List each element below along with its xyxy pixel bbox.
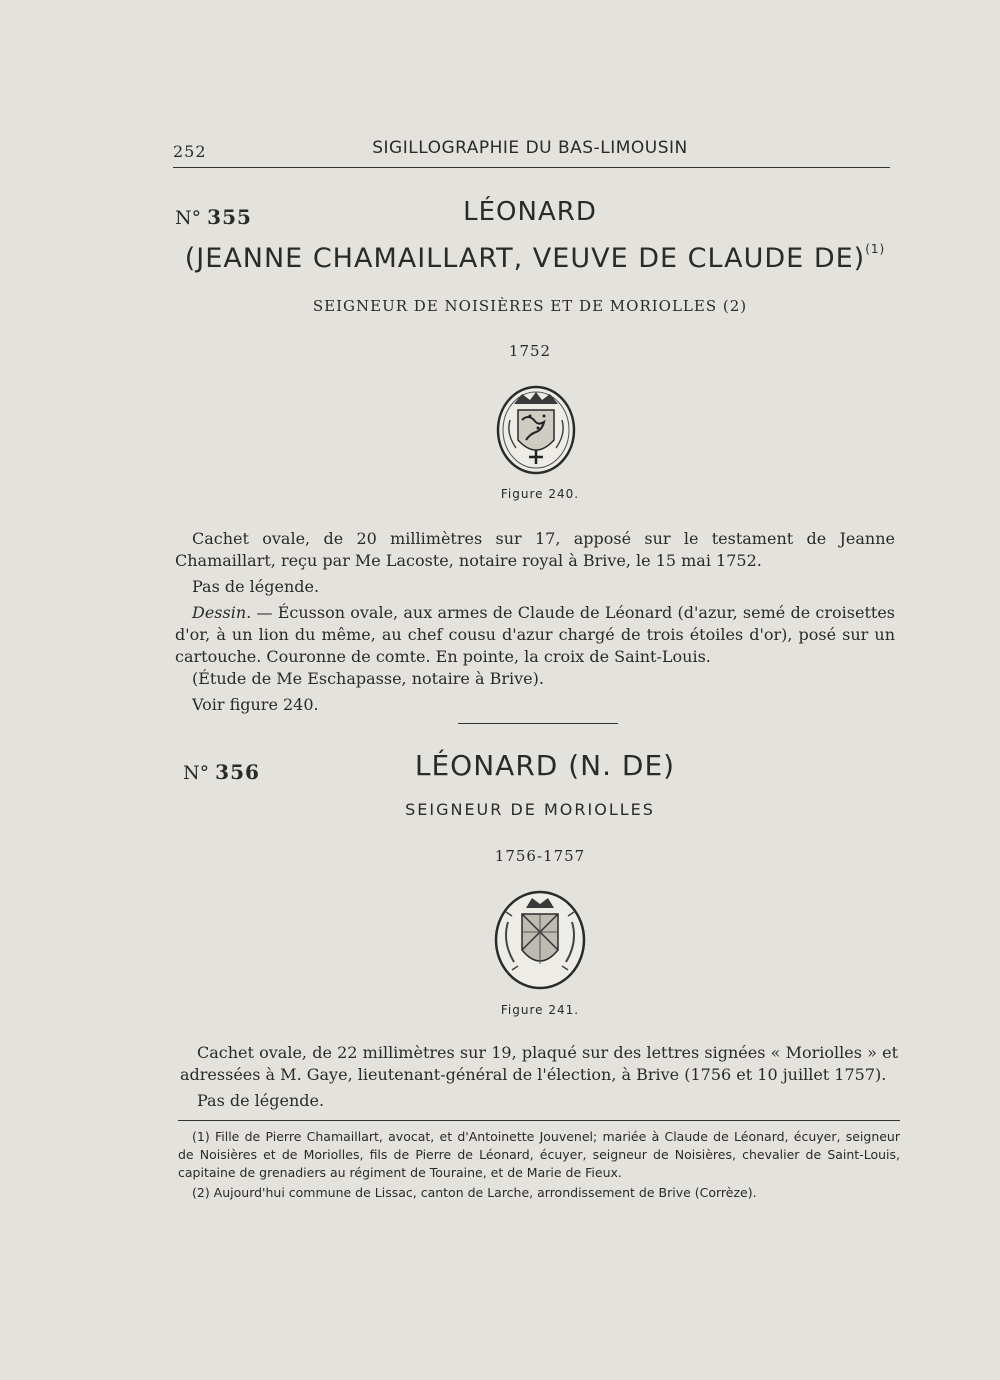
entry-date-355: 1752 bbox=[508, 342, 552, 360]
figure-caption-240: Figure 240. bbox=[500, 487, 580, 501]
body-paragraph-dessin: Dessin. — Écusson ovale, aux armes de Claude de Léonard (d'azur, semé de croisettes d'or, à un lion du même, au chef cousu d'azur chargé de trois étoiles d'or), posé sur un cartouche. Couronne de comte. En pointe, la croix de Saint-Louis. bbox=[175, 603, 896, 666]
body-paragraph: Pas de légende. bbox=[192, 577, 320, 596]
figure-caption-241: Figure 241. bbox=[500, 1003, 580, 1017]
section-separator bbox=[458, 723, 618, 724]
seal-image-241 bbox=[492, 888, 588, 992]
entry-title-356: LÉONARD (N. DE) bbox=[414, 749, 676, 782]
entry-title-355: LÉONARD bbox=[463, 197, 597, 227]
entry-date-356: 1756-1757 bbox=[494, 847, 586, 865]
entry-qualifier-356: SEIGNEUR DE MORIOLLES bbox=[405, 800, 655, 819]
entry-body-356 bbox=[180, 1042, 898, 1112]
entry-number-355: N° 355 bbox=[175, 205, 252, 229]
entry-subtitle-355: (JEANNE CHAMAILLART, VEUVE DE CLAUDE DE)$^{(1)}$ bbox=[184, 242, 886, 274]
header-rule bbox=[173, 167, 890, 168]
body-paragraph: (Étude de Me Eschapasse, notaire à Brive). bbox=[192, 669, 544, 688]
footnote-1: (1) Fille de Pierre Chamaillart, avocat, et d'Antoinette Jouvenel; mariée à Claude de Léonard, écuyer, seigneur de Noisières et de Moriolles, fils de Pierre de Léonard, écuyer, seigneur de Noisières, chevalier de Saint-Louis, capitaine de grenadiers au régiment de Touraine, et de Marie de Fieux. bbox=[178, 1129, 900, 1180]
body-paragraph: Pas de légende. bbox=[197, 1091, 325, 1110]
footnotes bbox=[178, 1128, 900, 1202]
body-paragraph: Voir figure 240. bbox=[192, 695, 319, 714]
footnote-ref-1: (1) bbox=[865, 242, 886, 256]
body-paragraph: Cachet ovale, de 22 millimètres sur 19, plaqué sur des lettres signées « Moriolles » et adressées à M. Gaye, lieutenant-général de l'élection, à Brive (1756 et 10 juillet 1757). bbox=[180, 1043, 898, 1084]
seal-image-240 bbox=[492, 380, 580, 476]
dessin-label: Dessin. bbox=[192, 603, 252, 622]
footnote-rule bbox=[178, 1120, 900, 1121]
page-number: 252 bbox=[173, 142, 207, 161]
body-paragraph: Cachet ovale, de 20 millimètres sur 17, apposé sur le testament de Jeanne Chamaillart, reçu par Me Lacoste, notaire royal à Brive, le 15 mai 1752. bbox=[175, 529, 895, 570]
entry-body-355 bbox=[175, 528, 895, 716]
running-title: SIGILLOGRAPHIE DU BAS-LIMOUSIN bbox=[372, 138, 688, 158]
entry-number-356: N° 356 bbox=[183, 760, 260, 784]
footnote-2: (2) Aujourd'hui commune de Lissac, canton de Larche, arrondissement de Brive (Corrèze). bbox=[192, 1185, 757, 1200]
entry-qualifier-355: SEIGNEUR DE NOISIÈRES ET DE MORIOLLES (2) bbox=[312, 297, 748, 315]
